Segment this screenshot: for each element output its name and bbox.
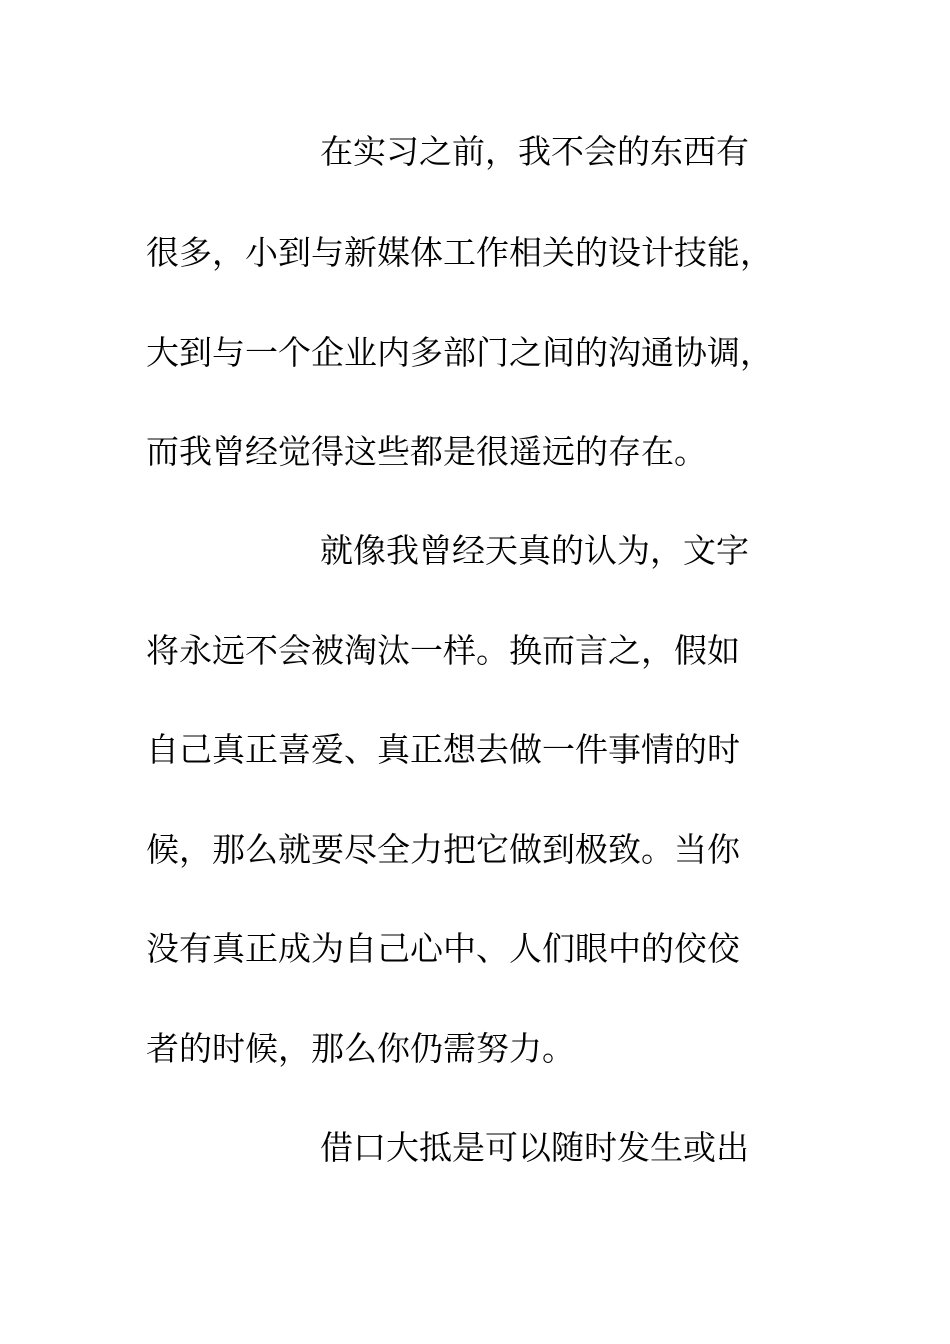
paragraph-1-line-2: 很多，小到与新媒体工作相关的设计技能， (146, 233, 773, 272)
paragraph-2-line-5: 没有真正成为自己心中、人们眼中的佼佼 (146, 929, 740, 968)
paragraph-2-line-6: 者的时候，那么你仍需努力。 (146, 1029, 575, 1068)
paragraph-1-line-4: 而我曾经觉得这些都是很遥远的存在。 (146, 432, 707, 471)
paragraph-1-line-1: 在实习之前，我不会的东西有 (320, 132, 749, 171)
paragraph-2-line-1: 就像我曾经天真的认为，文字 (320, 531, 749, 570)
paragraph-2-line-4: 候，那么就要尽全力把它做到极致。当你 (146, 830, 740, 869)
paragraph-2-line-3: 自己真正喜爱、真正想去做一件事情的时 (146, 730, 740, 769)
paragraph-3-line-1: 借口大抵是可以随时发生或出 (320, 1128, 749, 1167)
paragraph-2-line-2: 将永远不会被淘汰一样。换而言之，假如 (146, 631, 740, 670)
paragraph-1-line-3: 大到与一个企业内多部门之间的沟通协调， (146, 333, 773, 372)
